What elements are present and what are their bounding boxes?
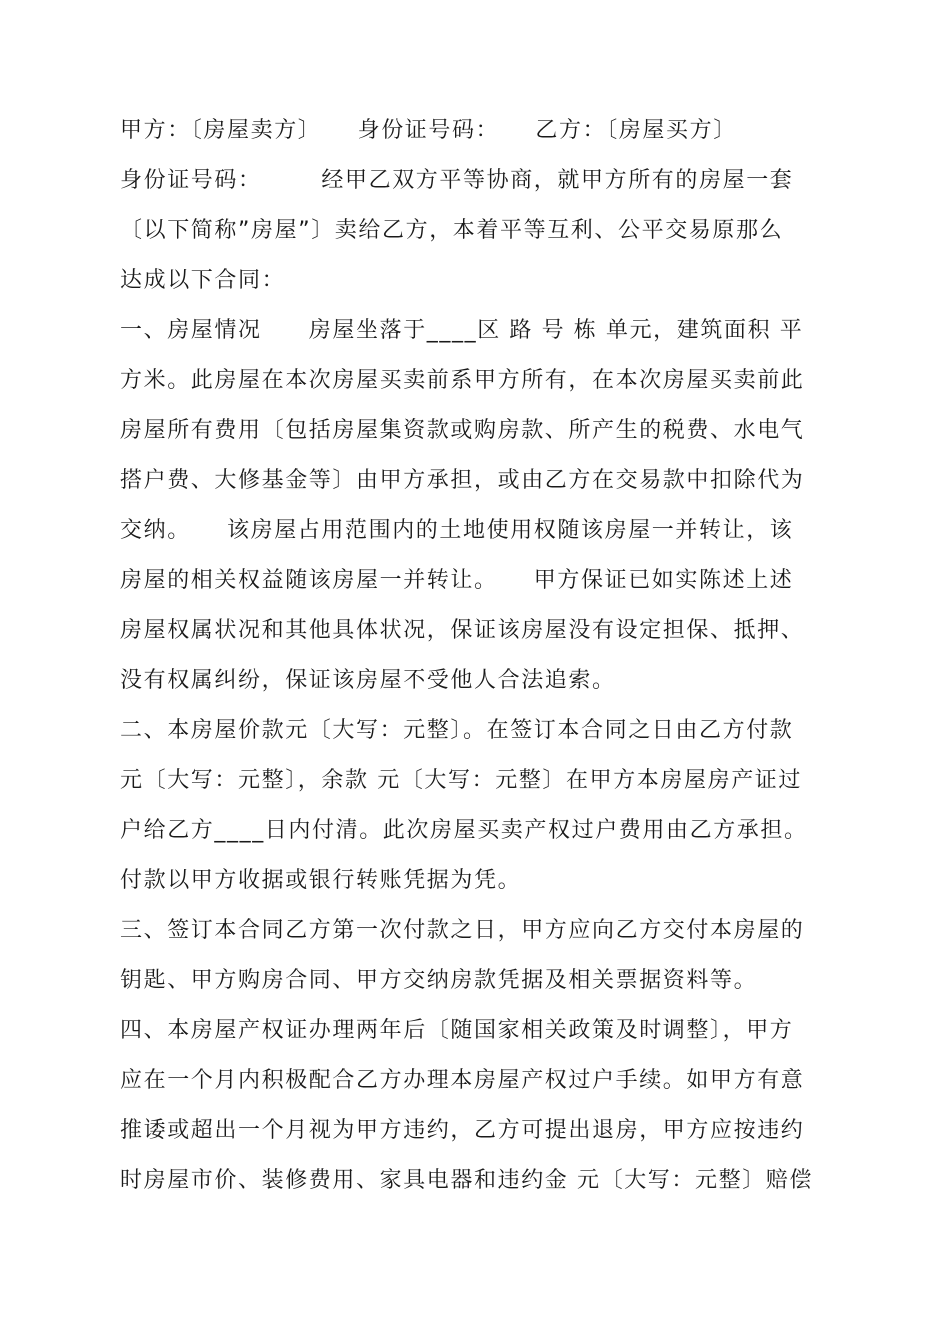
text-line-21: 推诿或超出一个月视为甲方违约，乙方可提出退房，甲方应按违约 <box>120 1118 805 1143</box>
text-line-11: 房屋权属状况和其他具体状况，保证该房屋没有设定担保、抵押、 <box>120 618 805 643</box>
text-line-5: 一、房屋情况 房屋坐落于____区 路 号 栋 单元，建筑面积 平 <box>120 318 804 343</box>
document-body <box>120 106 840 1206</box>
text-line-13: 二、本房屋价款元〔大写：元整〕。在签订本合同之日由乙方付款 <box>120 718 794 743</box>
text-line-20: 应在一个月内积极配合乙方办理本房屋产权过户手续。如甲方有意 <box>120 1068 805 1093</box>
text-line-12: 没有权属纠纷，保证该房屋不受他人合法追索。 <box>120 668 616 693</box>
text-line-10: 房屋的相关权益随该房屋一并转让。 甲方保证已如实陈述上述 <box>120 568 794 593</box>
text-line-9: 交纳。 该房屋占用范围内的土地使用权随该房屋一并转让，该 <box>120 518 794 543</box>
text-line-16: 付款以甲方收据或银行转账凭据为凭。 <box>120 868 522 893</box>
text-line-4: 达成以下合同： <box>120 268 286 293</box>
text-line-2: 身份证号码： 经甲乙双方平等协商，就甲方所有的房屋一套 <box>120 168 794 193</box>
text-line-7: 房屋所有费用〔包括房屋集资款或购房款、所产生的税费、水电气 <box>120 418 805 443</box>
text-line-22: 时房屋市价、装修费用、家具电器和违约金 元〔大写：元整〕赔偿 <box>120 1168 813 1193</box>
text-line-1: 甲方：〔房屋卖方〕 身份证号码： 乙方：〔房屋买方〕 <box>120 118 737 143</box>
text-line-19: 四、本房屋产权证办理两年后〔随国家相关政策及时调整〕，甲方 <box>120 1018 794 1043</box>
text-line-14: 元〔大写：元整〕，余款 元〔大写：元整〕在甲方本房屋房产证过 <box>120 768 802 793</box>
text-line-18: 钥匙、甲方购房合同、甲方交纳房款凭据及相关票据资料等。 <box>120 968 758 993</box>
text-line-3: 〔以下简称”房屋”〕卖给乙方，本着平等互利、公平交易原那么 <box>120 218 784 243</box>
text-line-17: 三、签订本合同乙方第一次付款之日，甲方应向乙方交付本房屋的 <box>120 918 805 943</box>
text-line-15: 户给乙方____日内付清。此次房屋买卖产权过户费用由乙方承担。 <box>120 818 808 843</box>
text-line-6: 方米。此房屋在本次房屋买卖前系甲方所有，在本次房屋买卖前此 <box>120 368 805 393</box>
text-line-8: 搭户费、大修基金等〕由甲方承担，或由乙方在交易款中扣除代为 <box>120 468 805 493</box>
